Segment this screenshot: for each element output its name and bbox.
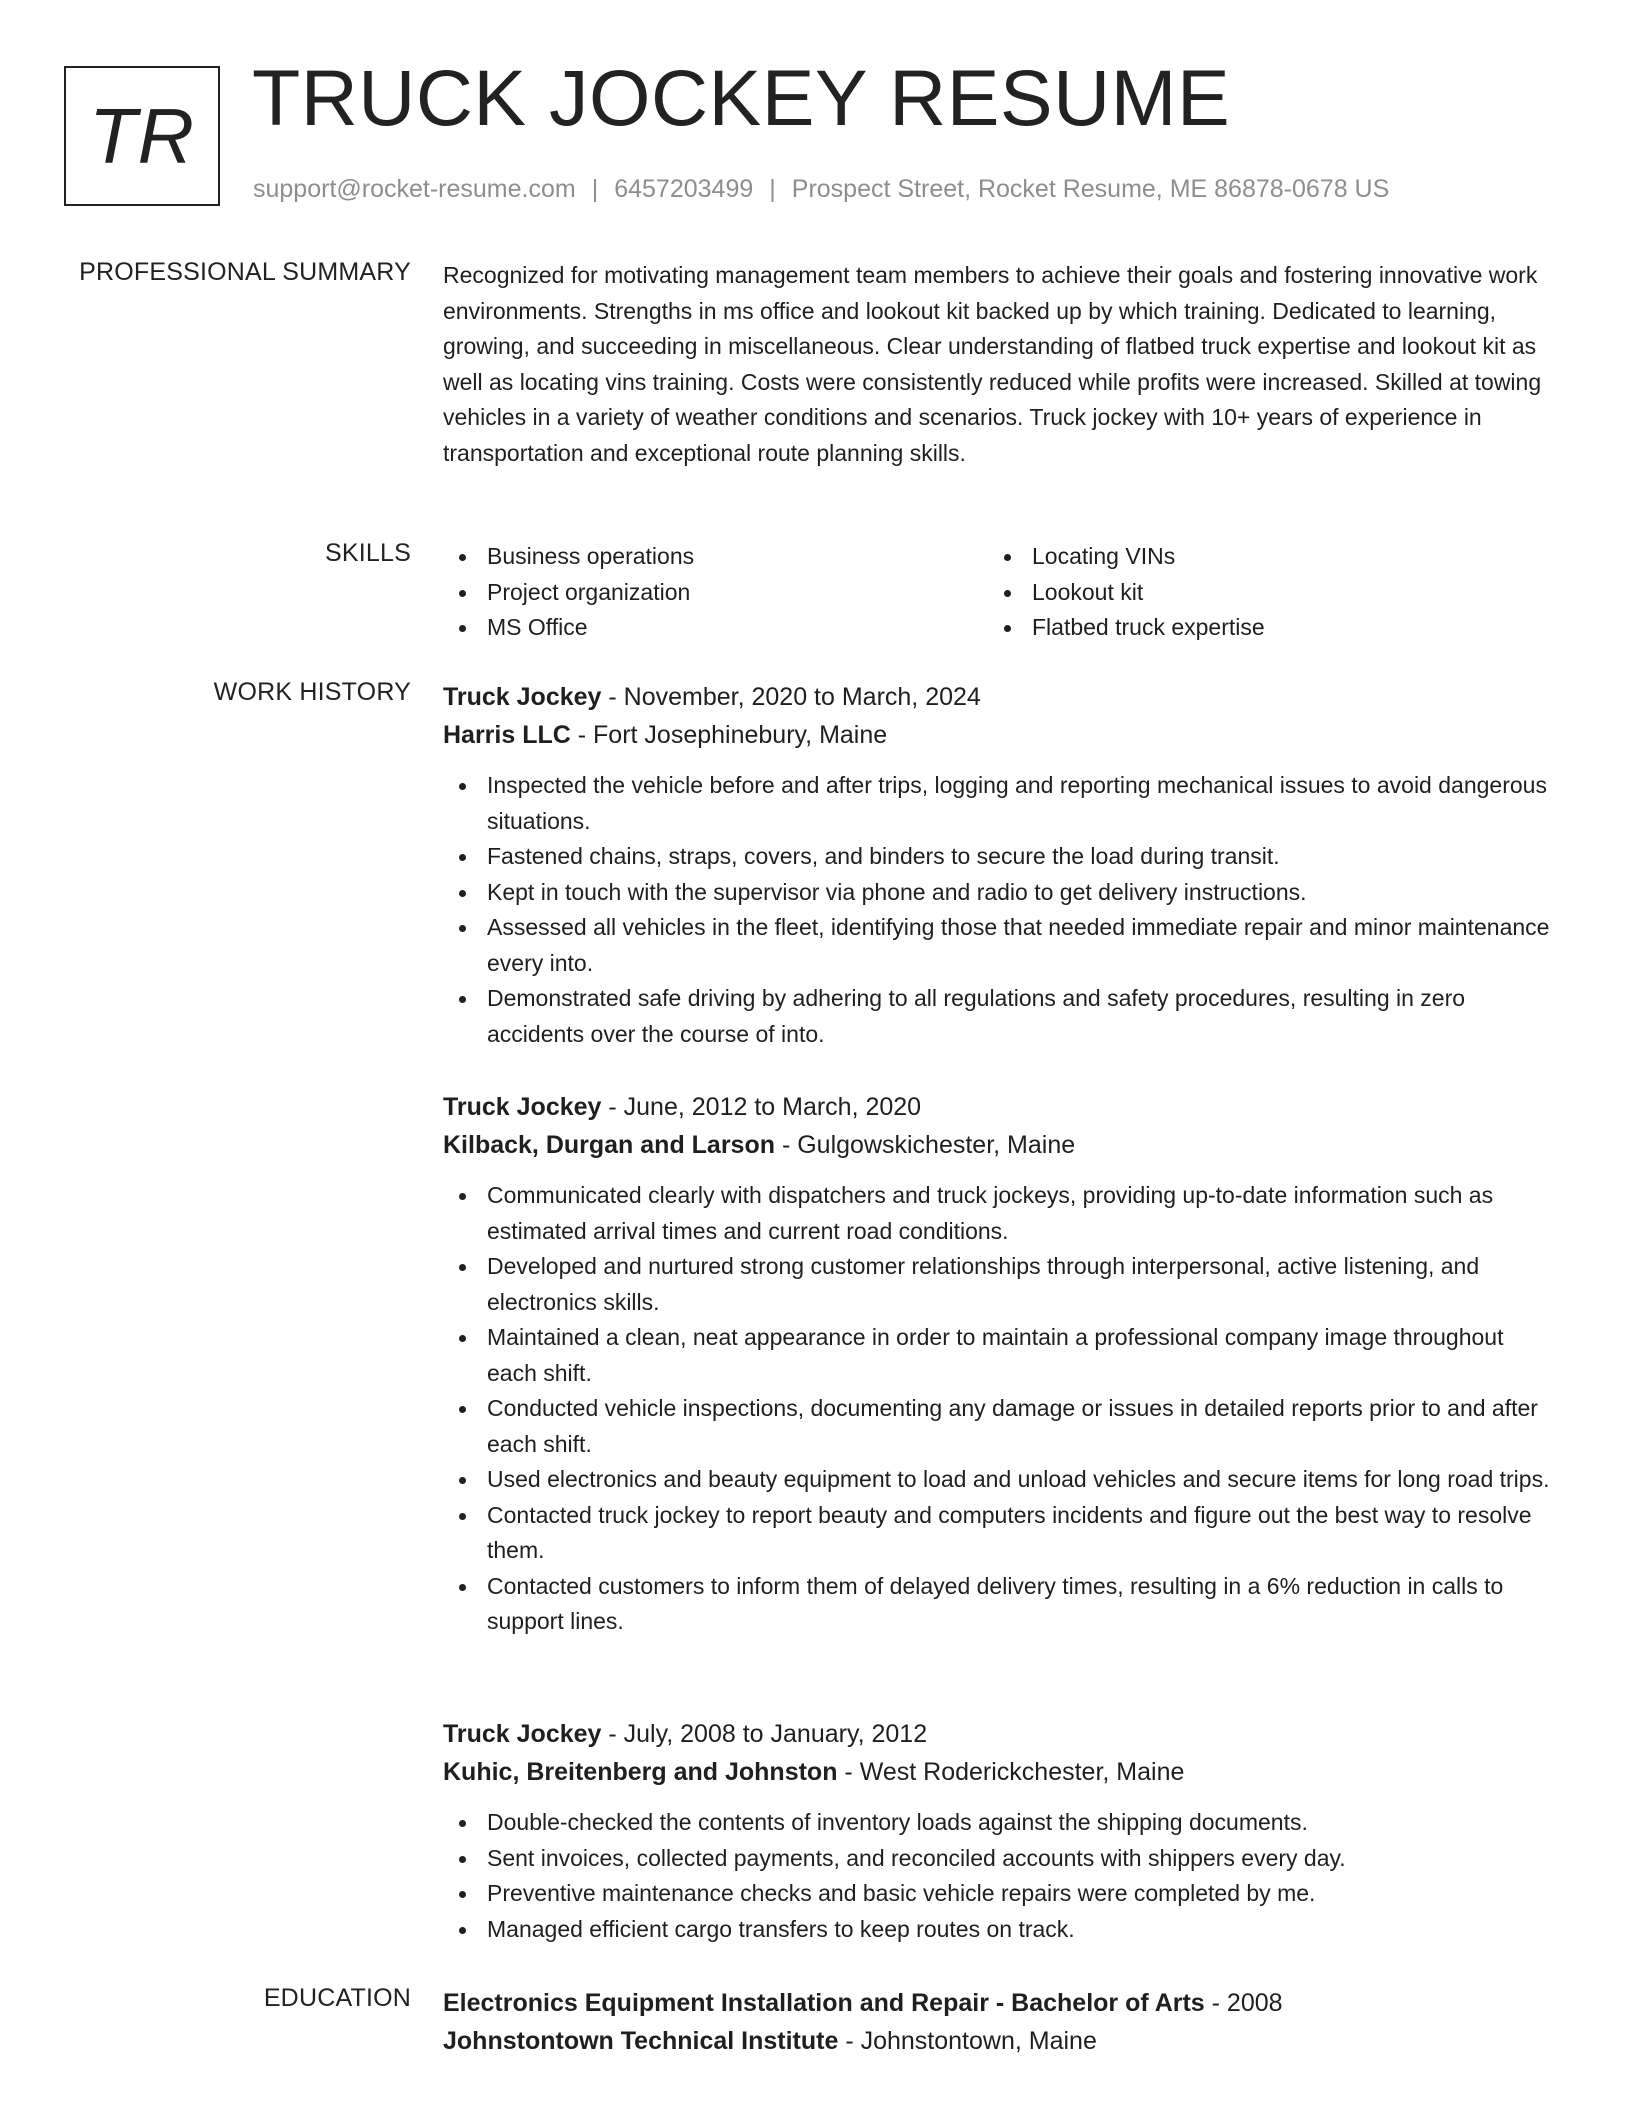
contact-line (253, 175, 1389, 204)
job-duty: Kept in touch with the supervisor via phone and radio to get delivery instructions. (443, 875, 1553, 911)
job-block (443, 678, 1553, 1052)
job-duties-list (443, 768, 1553, 1052)
job-block (443, 1088, 1553, 1640)
job-duty: Conducted vehicle inspections, documenting any damage or issues in detailed reports prior to and after each shift. (443, 1391, 1553, 1462)
education-degree-line (443, 1984, 1553, 2022)
job-company-line (443, 1753, 1553, 1791)
job-duty: Contacted customers to inform them of delayed delivery times, resulting in a 6% reduction in calls to support lines. (443, 1569, 1553, 1640)
contact-separator: | (769, 175, 776, 203)
skill-item: Business operations (443, 539, 988, 575)
job-role-line (443, 1715, 1553, 1753)
education-location: - Johnstontown, Maine (838, 2027, 1097, 2055)
job-dates: - June, 2012 to March, 2020 (601, 1093, 922, 1121)
job-company: Kuhic, Breitenberg and Johnston (443, 1758, 838, 1786)
skills-column-left (443, 539, 988, 646)
education-year: - 2008 (1204, 1989, 1283, 2017)
job-duty: Contacted truck jockey to report beauty and computers incidents and figure out the best way to resolve them. (443, 1498, 1553, 1569)
resume-title: TRUCK JOCKEY RESUME (252, 53, 1231, 142)
skills-grid (443, 539, 1553, 646)
skills-body (443, 539, 1553, 646)
contact-address: Prospect Street, Rocket Resume, ME 86878-0678 US (791, 175, 1390, 203)
job-duty: Managed efficient cargo transfers to keep routes on track. (443, 1912, 1553, 1948)
summary-body (443, 258, 1553, 471)
education-school-line (443, 2022, 1553, 2060)
job-role: Truck Jockey (443, 683, 602, 711)
job-duties-list (443, 1805, 1553, 1947)
job-duty: Assessed all vehicles in the fleet, identifying those that needed immediate repair and minor maintenance every into. (443, 910, 1553, 981)
job-role: Truck Jockey (443, 1720, 602, 1748)
contact-phone[interactable]: 6457203499 (614, 175, 754, 203)
monogram-initials: TR (89, 91, 195, 180)
section-title-skills: SKILLS (325, 539, 411, 567)
contact-separator: | (591, 175, 599, 203)
education-body (443, 1984, 1553, 2060)
job-location: - West Roderickchester, Maine (837, 1758, 1185, 1786)
skill-item: MS Office (443, 610, 988, 646)
education-school: Johnstontown Technical Institute (443, 2027, 839, 2055)
education-degree: Electronics Equipment Installation and Repair - Bachelor of Arts (443, 1989, 1205, 2017)
job-role: Truck Jockey (443, 1093, 602, 1121)
job-block (443, 1715, 1553, 1947)
job-duty: Demonstrated safe driving by adhering to all regulations and safety procedures, resulting in zero accidents over the course of into. (443, 981, 1553, 1052)
job-role-line (443, 678, 1553, 716)
job-company-line (443, 716, 1553, 754)
job-duty: Sent invoices, collected payments, and reconciled accounts with shippers every day. (443, 1841, 1553, 1877)
job-company-line (443, 1126, 1553, 1164)
job-duty: Preventive maintenance checks and basic vehicle repairs were completed by me. (443, 1876, 1553, 1912)
job-dates: - November, 2020 to March, 2024 (601, 683, 981, 711)
section-title-education: EDUCATION (263, 1984, 411, 2012)
job-duties-list (443, 1178, 1553, 1640)
job-duty: Communicated clearly with dispatchers and truck jockeys, providing up-to-date information such as estimated arrival times and current road conditions. (443, 1178, 1553, 1249)
job-location: - Gulgowskichester, Maine (775, 1131, 1076, 1159)
summary-text: Recognized for motivating management team members to achieve their goals and fostering innovative work environments. Strengths in ms office and lookout kit backed up by which training. Dedicated to learning, growing, and succeeding in miscellaneous. Clear understanding of flatbed truck expertise and lookout kit as well as locating vins training. Costs were consistently reduced while profits were increased. Skilled at towing vehicles in a variety of weather conditions and scenarios. Truck jockey with 10+ years of experience in transportation and exceptional route planning skills. (443, 262, 1542, 466)
section-title-summary: PROFESSIONAL SUMMARY (79, 258, 411, 286)
job-duty: Developed and nurtured strong customer relationships through interpersonal, active listening, and electronics skills. (443, 1249, 1553, 1320)
skill-item: Locating VINs (988, 539, 1533, 575)
skills-column-right (988, 539, 1533, 646)
job-location: - Fort Josephinebury, Maine (570, 721, 888, 749)
contact-email[interactable]: support@rocket-resume.com (253, 175, 576, 203)
skill-item: Flatbed truck expertise (988, 610, 1533, 646)
job-duty: Maintained a clean, neat appearance in order to maintain a professional company image throughout each shift. (443, 1320, 1553, 1391)
job-duty: Double-checked the contents of inventory loads against the shipping documents. (443, 1805, 1553, 1841)
job-duty: Fastened chains, straps, covers, and binders to secure the load during transit. (443, 839, 1553, 875)
job-company: Kilback, Durgan and Larson (443, 1131, 776, 1159)
job-company: Harris LLC (443, 721, 571, 749)
job-dates: - July, 2008 to January, 2012 (601, 1720, 928, 1748)
monogram-box (64, 66, 220, 206)
job-duty: Inspected the vehicle before and after trips, logging and reporting mechanical issues to avoid dangerous situations. (443, 768, 1553, 839)
job-duty: Used electronics and beauty equipment to load and unload vehicles and secure items for long road trips. (443, 1462, 1553, 1498)
section-title-work-history: WORK HISTORY (213, 678, 411, 706)
skill-item: Project organization (443, 575, 988, 611)
skill-item: Lookout kit (988, 575, 1533, 611)
job-role-line (443, 1088, 1553, 1126)
